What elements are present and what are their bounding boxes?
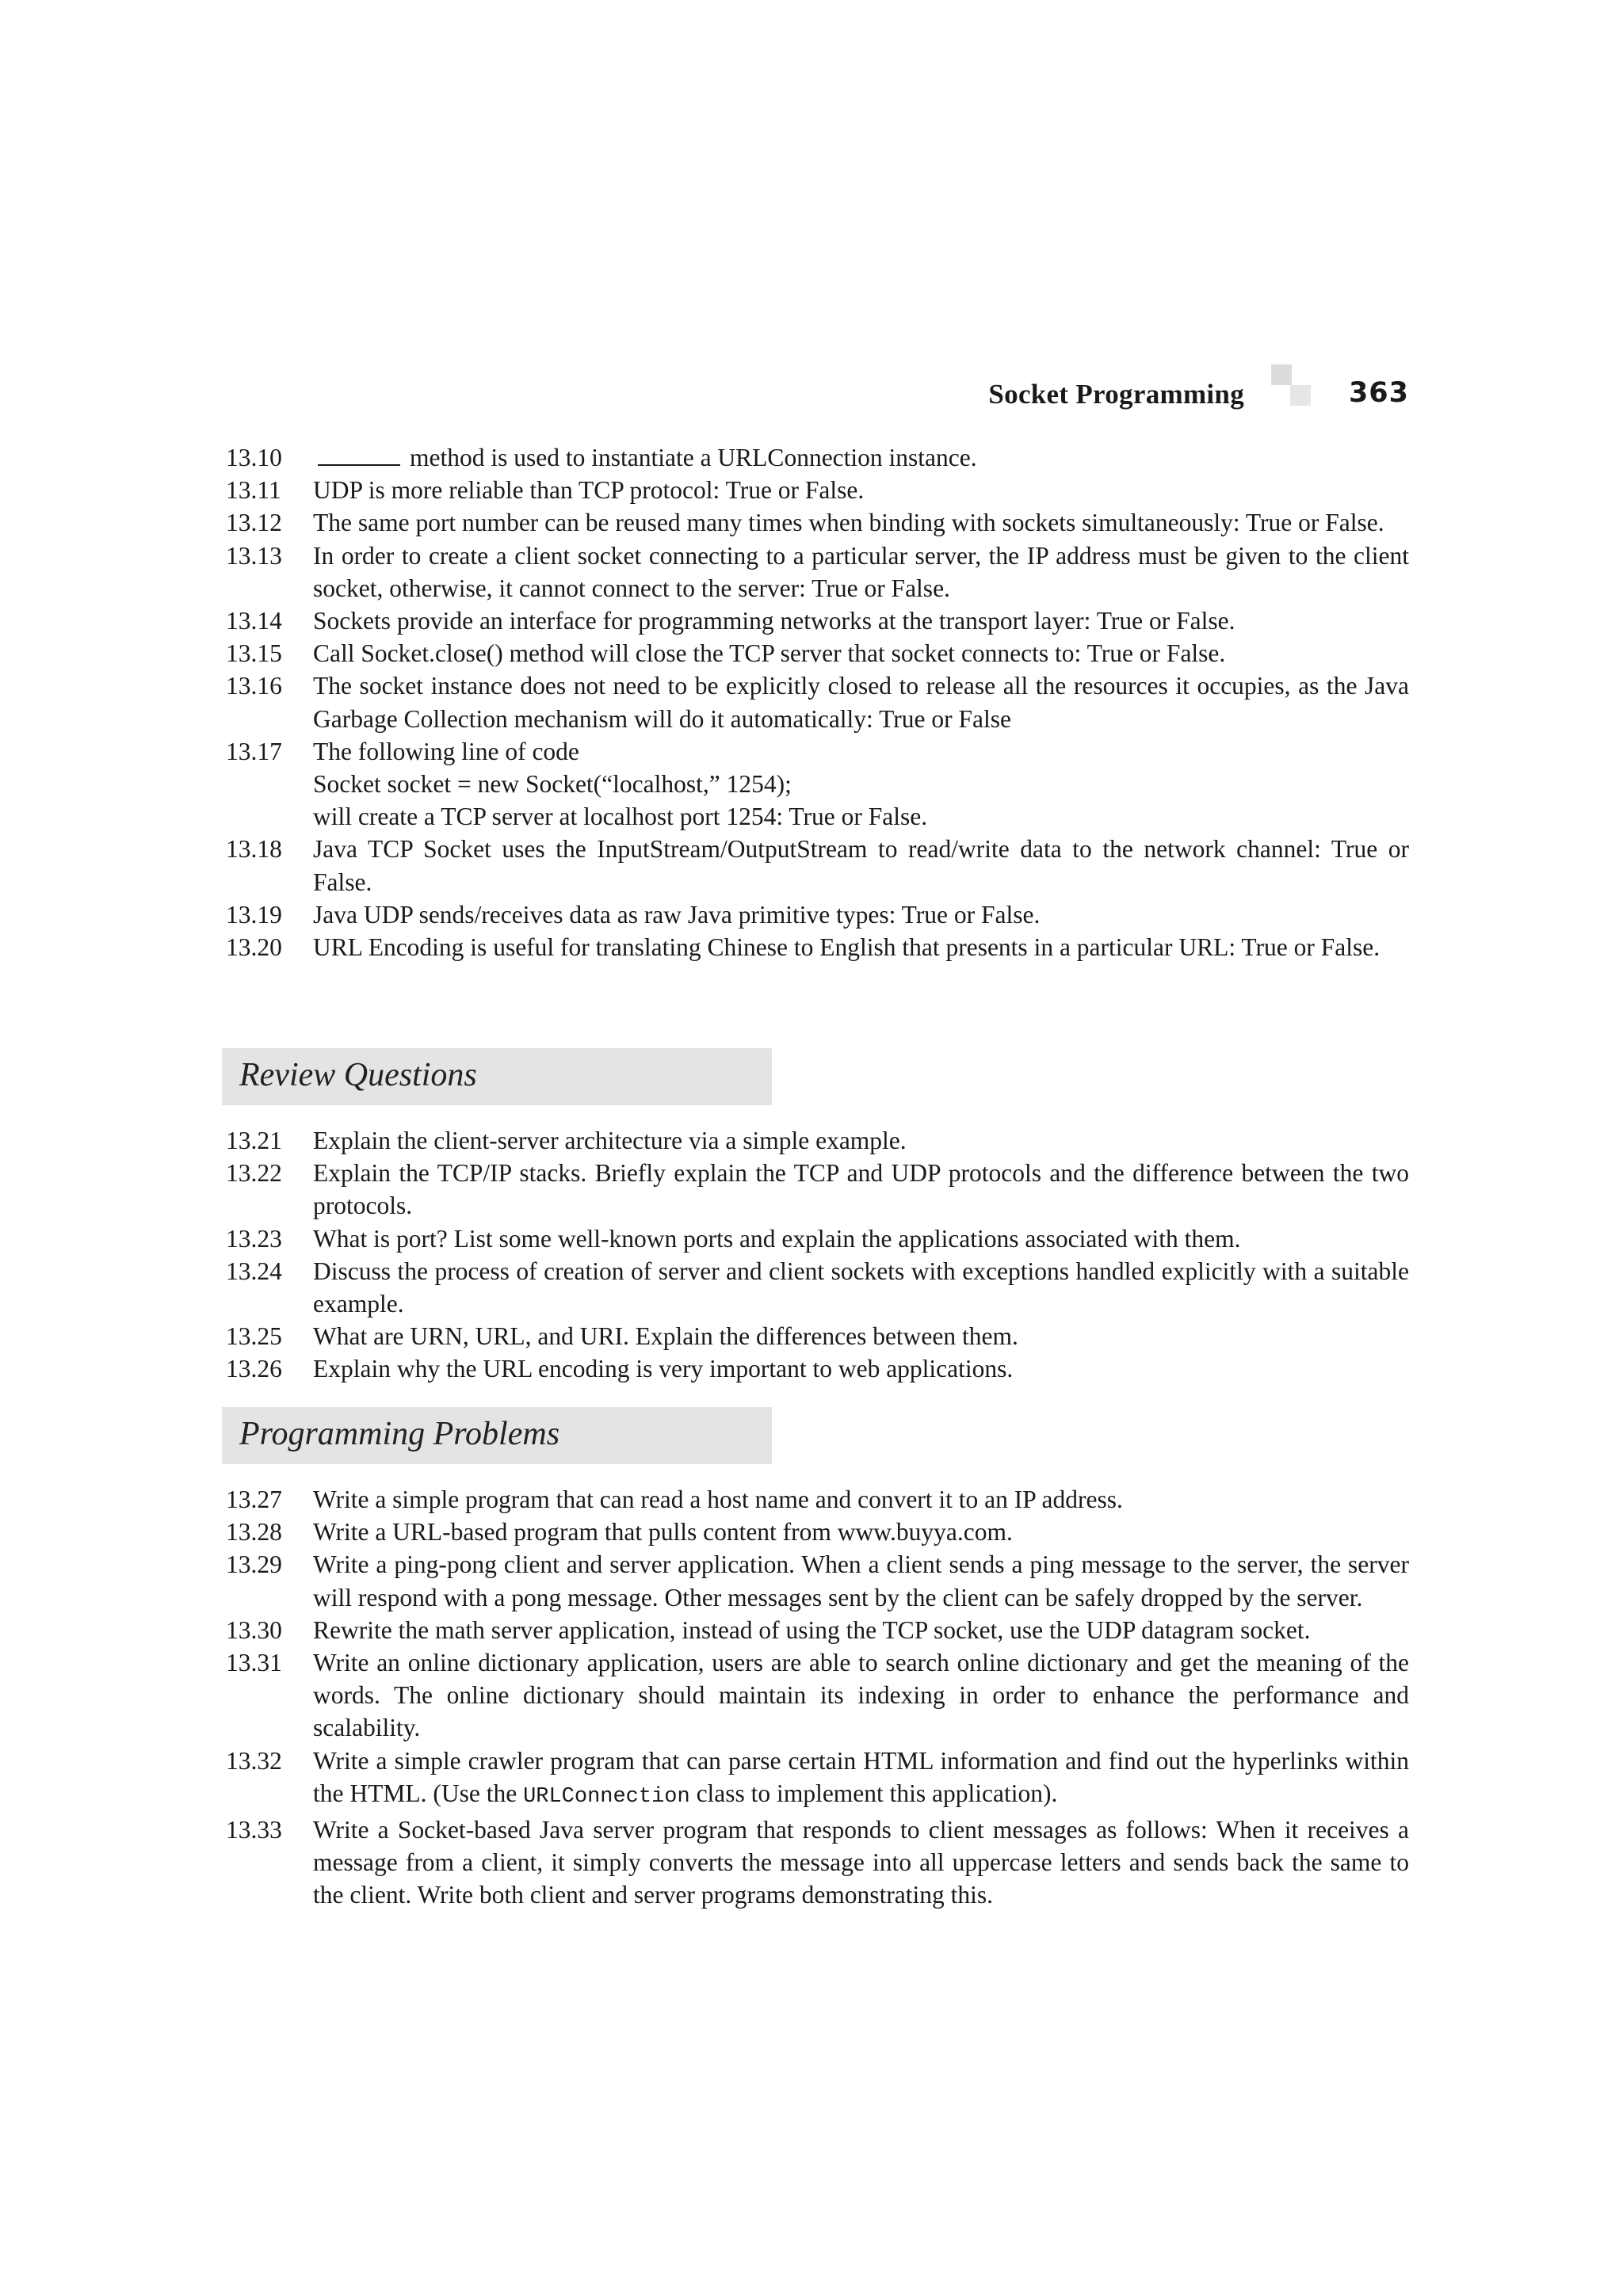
question-number: 13.10 xyxy=(226,444,282,471)
question-text: will create a TCP server at localhost port 1254: True or False. xyxy=(313,803,928,831)
question-item xyxy=(222,1124,1409,1157)
section-title: Review Questions xyxy=(239,1057,477,1093)
question-item xyxy=(222,1255,1409,1320)
problem-item xyxy=(222,1745,1409,1814)
problem-item xyxy=(222,1646,1409,1745)
fill-in-blank xyxy=(318,442,400,466)
question-text: What are URN, URL, and URI. Explain the differences between them. xyxy=(313,1322,1018,1351)
problem-text: Write a simple program that can read a host name and convert it to an IP address. xyxy=(313,1486,1123,1513)
problem-number: 13.28 xyxy=(226,1518,282,1547)
question-text: Sockets provide an interface for programming networks at the transport layer: True or False. xyxy=(313,607,1235,635)
problem-number: 13.32 xyxy=(226,1746,282,1775)
problem-number: 13.27 xyxy=(226,1486,282,1513)
question-text: method is used to instantiate a URLConnection instance. xyxy=(410,444,977,471)
question-text: Explain the TCP/IP stacks. Briefly explain the TCP and UDP protocols and the difference between the two protocols. xyxy=(313,1159,1409,1220)
section-heading-programming xyxy=(222,1407,772,1464)
question-text: Java UDP sends/receives data as raw Java primitive types: True or False. xyxy=(313,900,1041,929)
inline-code: URLConnection xyxy=(523,1784,690,1809)
problem-item xyxy=(222,1548,1409,1613)
question-number: 13.23 xyxy=(226,1224,282,1253)
problem-text: Write a URL-based program that pulls content from www.buyya.com. xyxy=(313,1518,1013,1547)
question-number: 13.17 xyxy=(226,737,282,765)
problem-text: Write a simple crawler program that can parse certain HTML information and find out the hyperlinks within the HTML. (Use the xyxy=(313,1746,1409,1807)
question-text: Explain the client-server architecture via a simple example. xyxy=(313,1127,907,1154)
question-number: 13.20 xyxy=(226,933,282,962)
review-questions xyxy=(222,1124,1409,1386)
problem-text: Write a Socket-based Java server program that responds to client messages as follows: When it receives a message from a client, it simply converts the message into all uppercase letters and sends back the same to the client. Write both client and server programs demonstrating this. xyxy=(313,1816,1409,1909)
question-item xyxy=(222,605,1409,637)
question-item xyxy=(222,441,1409,474)
question-number: 13.14 xyxy=(226,607,282,635)
question-text: URL Encoding is useful for translating Chinese to English that presents in a particular URL: True or False. xyxy=(313,933,1381,962)
true-false-questions xyxy=(222,441,1409,963)
problem-number: 13.29 xyxy=(226,1550,282,1579)
question-text: Call Socket.close() method will close the TCP server that socket connects to: True or False. xyxy=(313,639,1226,668)
question-text: The following line of code xyxy=(313,737,579,765)
question-item xyxy=(222,540,1409,605)
question-number: 13.25 xyxy=(226,1322,282,1351)
header-decoration xyxy=(1290,385,1311,406)
question-number: 13.19 xyxy=(226,900,282,929)
problem-text: Rewrite the math server application, instead of using the TCP socket, use the UDP datagram socket. xyxy=(313,1615,1311,1644)
problem-item xyxy=(222,1483,1409,1516)
question-text: UDP is more reliable than TCP protocol: True or False. xyxy=(313,476,865,505)
question-item xyxy=(222,474,1409,506)
question-text: What is port? List some well-known ports and explain the applications associated with them. xyxy=(313,1224,1241,1253)
section-heading-review xyxy=(222,1048,772,1105)
question-text: Java TCP Socket uses the InputStream/OutputStream to read/write data to the network channel: True or False. xyxy=(313,835,1409,896)
question-text: In order to create a client socket connecting to a particular server, the IP address must be given to the client socket, otherwise, it cannot connect to the server: True or False. xyxy=(313,541,1409,602)
problem-text: Write a ping-pong client and server application. When a client sends a ping message to the server, the server will respond with a pong message. Other messages sent by the client can be safely dropped by the server. xyxy=(313,1550,1409,1611)
question-number: 13.15 xyxy=(226,639,282,668)
question-text: The same port number can be reused many times when binding with sockets simultaneously: True or False. xyxy=(313,509,1384,537)
question-item xyxy=(222,931,1409,963)
problem-text: Write an online dictionary application, users are able to search online dictionary and get the meaning of the words. The online dictionary should maintain its indexing in order to enhance the performance and scalability. xyxy=(313,1649,1409,1742)
question-item xyxy=(222,637,1409,669)
question-item xyxy=(222,1320,1409,1352)
question-number: 13.13 xyxy=(226,541,282,570)
code-snippet: Socket socket = new Socket(“localhost,” 1254); xyxy=(313,770,792,799)
question-number: 13.16 xyxy=(226,672,282,700)
question-number: 13.18 xyxy=(226,835,282,864)
question-item xyxy=(222,1352,1409,1385)
header-decoration xyxy=(1271,364,1292,385)
question-number: 13.21 xyxy=(226,1127,282,1154)
question-text: Discuss the process of creation of server and client sockets with exceptions handled explicitly with a suitable example. xyxy=(313,1257,1409,1318)
page-header xyxy=(222,374,1409,421)
problem-number: 13.30 xyxy=(226,1615,282,1644)
question-text: Explain why the URL encoding is very important to web applications. xyxy=(313,1355,1014,1383)
problem-item xyxy=(222,1614,1409,1646)
section-title: Programming Problems xyxy=(239,1416,560,1452)
problem-number: 13.31 xyxy=(226,1649,282,1677)
problem-item xyxy=(222,1516,1409,1548)
page-number: 363 xyxy=(1348,377,1409,409)
question-text: The socket instance does not need to be explicitly closed to release all the resources it occupies, as the Java Garbage Collection mechanism will do it automatically: True or False xyxy=(313,672,1409,733)
problem-item xyxy=(222,1814,1409,1912)
problem-number: 13.33 xyxy=(226,1816,282,1844)
question-number: 13.26 xyxy=(226,1355,282,1383)
question-item xyxy=(222,1157,1409,1222)
question-item xyxy=(222,833,1409,898)
problem-text: class to implement this application). xyxy=(689,1779,1058,1807)
question-number: 13.11 xyxy=(226,476,281,505)
question-number: 13.24 xyxy=(226,1257,282,1285)
question-number: 13.12 xyxy=(226,509,282,537)
question-item xyxy=(222,1222,1409,1255)
question-number: 13.22 xyxy=(226,1159,282,1188)
running-title: Socket Programming xyxy=(988,379,1244,410)
question-item xyxy=(222,669,1409,734)
question-item xyxy=(222,898,1409,931)
question-item xyxy=(222,735,1409,833)
programming-problems xyxy=(222,1483,1409,1912)
question-item xyxy=(222,506,1409,539)
